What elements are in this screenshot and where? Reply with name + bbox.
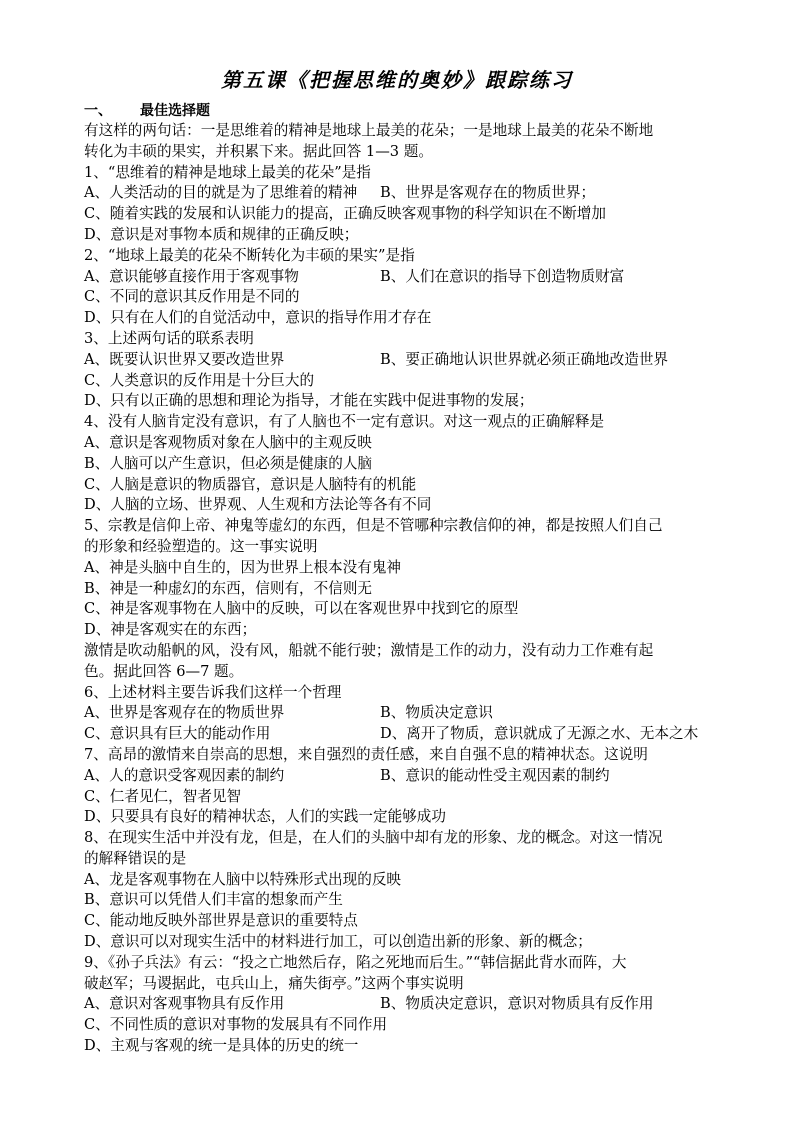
text-line: B、人脑可以产生意识，但必须是健康的人脑	[84, 454, 373, 472]
option-right: B、世界是客观存在的物质世界；	[380, 184, 596, 202]
text-line: 转化为丰硕的果实，并积累下来。据此回答 1—3 题。	[84, 142, 433, 160]
text-line: B、意识可以凭借人们丰富的想象而产生	[84, 891, 343, 909]
text-line: C、不同性质的意识对事物的发展具有不同作用	[84, 1016, 388, 1034]
option-row	[84, 766, 714, 787]
text-line: C、仁者见仁，智者见智	[84, 787, 242, 805]
option-right: B、物质决定意识，意识对物质具有反作用	[380, 995, 654, 1013]
text-line: D、神是客观实在的东西；	[84, 621, 257, 639]
option-row	[84, 267, 714, 288]
question-body	[84, 121, 714, 1057]
option-row	[84, 350, 714, 371]
option-row	[84, 183, 714, 204]
option-left: A、人类活动的目的就是为了思维着的精神	[84, 184, 358, 202]
text-line: C、随着实践的发展和认识能力的提高，正确反映客观事物的科学知识在不断增加	[84, 205, 606, 223]
option-left: A、意识能够直接作用于客观事物	[84, 267, 299, 285]
text-line: 有这样的两句话：一是思维着的精神是地球上最美的花朵；一是地球上最美的花朵不断地	[84, 122, 654, 139]
text-line: D、人脑的立场、世界观、人生观和方法论等各有不同	[84, 496, 432, 514]
text-line: 破赵军；马谡据此，屯兵山上，痛失街亭。”这两个事实说明	[84, 974, 464, 992]
text-line: C、不同的意识其反作用是不同的	[84, 288, 300, 306]
text-line: C、人脑是意识的物质器官，意识是人脑特有的机能	[84, 475, 417, 493]
option-right: B、人们在意识的指导下创造物质财富	[380, 267, 625, 285]
option-right: B、物质决定意识	[380, 704, 493, 722]
text-line: D、只有在人们的自觉活动中，意识的指导作用才存在	[84, 309, 432, 327]
text-line: A、意识是客观物质对象在人脑中的主观反映	[84, 433, 372, 451]
document-title: 第五课《把握思维的奥妙》跟踪练习	[221, 68, 573, 92]
option-left: C、意识具有巨大的能动作用	[84, 725, 271, 743]
text-line: 4、没有人脑肯定没有意识，有了人脑也不一定有意识。对这一观点的正确解释是	[84, 413, 605, 431]
text-line: D、只要具有良好的精神状态，人们的实践一定能够成功	[84, 808, 446, 826]
option-right: B、要正确地认识世界就必须正确地改造世界	[380, 350, 669, 368]
option-row	[84, 724, 714, 745]
text-line: 的解释错误的是	[84, 849, 187, 867]
text-line: 9、《孙子兵法》有云：“投之亡地然后存，陷之死地而后生。”“韩信据此背水而阵，大	[84, 953, 627, 971]
text-line: 1、“思维着的精神是地球上最美的花朵”是指	[84, 163, 371, 181]
section-heading	[84, 100, 210, 120]
option-right: B、意识的能动性受主观因素的制约	[380, 766, 610, 784]
text-line: 激情是吹动船帆的风，没有风，船就不能行驶；激情是工作的动力，没有动力工作难有起	[84, 641, 654, 659]
text-line: A、神是头脑中自生的，因为世界上根本没有鬼神	[84, 558, 402, 576]
text-line: C、人类意识的反作用是十分巨大的	[84, 371, 315, 389]
text-line: C、神是客观事物在人脑中的反映，可以在客观世界中找到它的原型	[84, 600, 519, 618]
text-line: D、只有以正确的思想和理论为指导，才能在实践中促进事物的发展；	[84, 392, 534, 410]
option-left: A、世界是客观存在的物质世界	[84, 704, 285, 722]
text-line: 的形象和经验塑造的。这一事实说明	[84, 537, 318, 555]
text-line: 5、宗教是信仰上帝、神鬼等虚幻的东西，但是不管哪种宗教信仰的神，都是按照人们自己	[84, 517, 663, 535]
text-line: B、神是一种虚幻的东西，信则有，不信则无	[84, 579, 373, 597]
option-row	[84, 994, 714, 1015]
text-line: C、能动地反映外部世界是意识的重要特点	[84, 912, 358, 930]
text-line: 8、在现实生活中并没有龙，但是，在人们的头脑中却有龙的形象、龙的概念。对这一情况	[84, 829, 663, 847]
section-label: 最佳选择题	[140, 103, 210, 119]
option-right: D、离开了物质，意识就成了无源之水、无本之木	[380, 725, 699, 743]
option-left: A、意识对客观事物具有反作用	[84, 995, 285, 1013]
option-left: A、既要认识世界又要改造世界	[84, 350, 285, 368]
text-line: A、龙是客观事物在人脑中以特殊形式出现的反映	[84, 870, 402, 888]
text-line: 3、上述两句话的联系表明	[84, 329, 254, 347]
text-line: 色。据此回答 6—7 题。	[84, 662, 244, 680]
text-line: 2、“地球上最美的花朵不断转化为丰硕的果实”是指	[84, 246, 415, 264]
section-number: 一、	[84, 103, 112, 119]
option-left: A、人的意识受客观因素的制约	[84, 766, 285, 784]
text-line: 6、上述材料主要告诉我们这样一个哲理	[84, 683, 342, 701]
text-line: D、意识是对事物本质和规律的正确反映；	[84, 225, 359, 243]
text-line: D、意识可以对现实生活中的材料进行加工，可以创造出新的形象、新的概念；	[84, 933, 592, 951]
option-row	[84, 703, 714, 724]
text-line: D、主观与客观的统一是具体的历史的统一	[84, 1037, 359, 1055]
text-line: 7、高昂的激情来自崇高的思想，来自强烈的责任感，来自自强不息的精神状态。这说明	[84, 745, 648, 763]
